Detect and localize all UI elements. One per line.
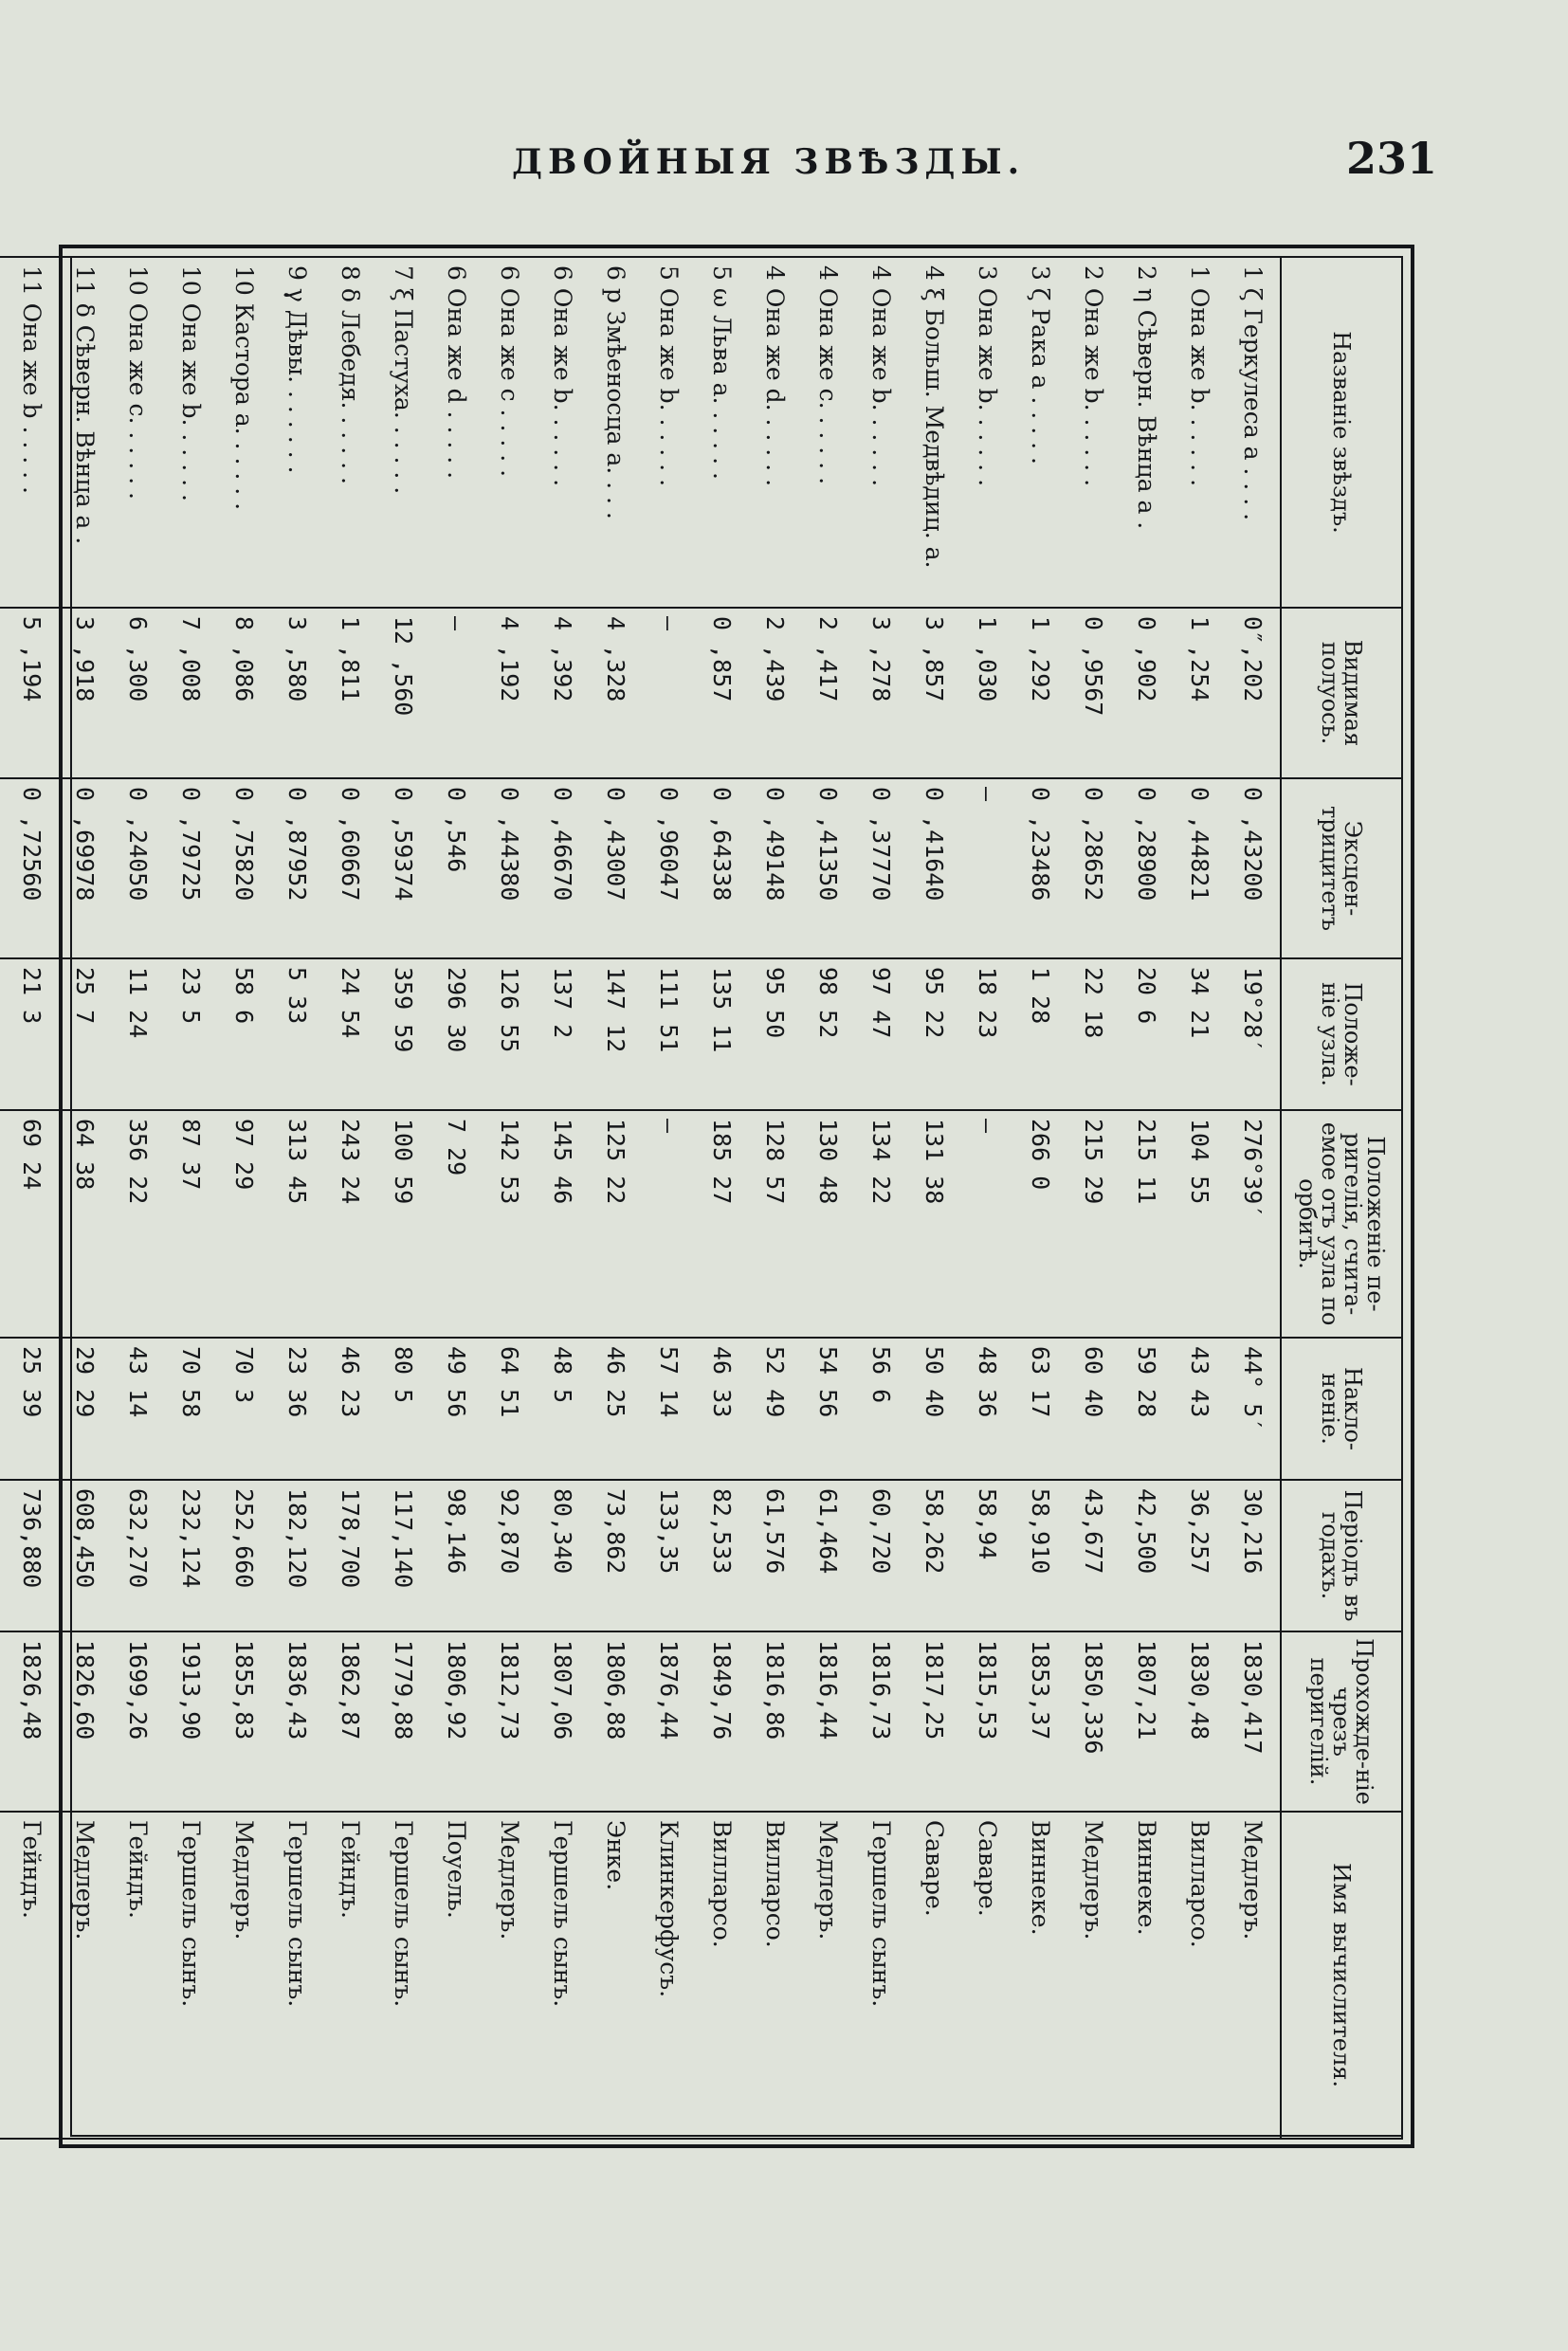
table-cell: 24 54 [324,958,377,1110]
column-header: Положе-ніе узла. [1281,958,1402,1110]
table-cell: 1 ,811 [324,608,377,778]
table-cell: 6 Она же c . . . . . [483,257,537,608]
table-cell: 4 Она же c. . . . . . [802,257,855,608]
table-cell: 736,880 [6,1480,59,1631]
table-cell: 5 Она же b. . . . . . [643,257,696,608]
table-cell: 80 5 [377,1338,430,1480]
table-cell: 131 38 [908,1110,961,1338]
table-cell: 46 25 [590,1338,643,1480]
table-cell: 147 12 [590,958,643,1110]
table-cell: 608,450 [59,1480,112,1631]
table-cell: 0 ,44380 [483,778,537,958]
table-cell: 356 22 [112,1110,165,1338]
table-cell: 44° 5′ [1227,1338,1281,1480]
table-cell: 0 ,37770 [855,778,908,958]
table-cell: 1913,90 [165,1631,218,1812]
table-cell: 63 17 [1014,1338,1067,1480]
table-cell: 4 Она же b. . . . . . [855,257,908,608]
table-row [0,257,6,2139]
table-cell: 0 ,46670 [537,778,590,958]
table-cell: 58,910 [1014,1480,1067,1631]
table-cell: 266 0 [1014,1110,1067,1338]
table-cell: 46 33 [696,1338,749,1480]
table-cell: 87 37 [165,1110,218,1338]
table-row [802,257,855,2139]
table-cell: 111 51 [643,958,696,1110]
page-title: ДВОЙНЫЯ ЗВѢЗДЫ. [512,142,1026,182]
table-cell: Саваре. [908,1812,961,2139]
table-cell: 117,140 [377,1480,430,1631]
table-cell: 4 ,392 [537,608,590,778]
table-cell: 0 ,857 [696,608,749,778]
table-cell: 313 45 [271,1110,324,1338]
table-cell [0,778,6,958]
table-cell: 6 Она же d . . . . . [430,257,483,608]
table-row [855,257,908,2139]
table-cell: 243 24 [324,1110,377,1338]
table-row [1014,257,1067,2139]
table-cell: 1816,73 [855,1631,908,1812]
table-cell: 4 ,328 [590,608,643,778]
table-cell: 134 22 [855,1110,908,1338]
table-cell: 3 ,580 [271,608,324,778]
table-cell: 296 30 [430,958,483,1110]
column-header: Положеніе пе-ригелія, счита-емое отъ узла по орбитѣ. [1281,1110,1402,1338]
table-cell: 0 ,43200 [1227,778,1281,958]
table-cell: 1 28 [1014,958,1067,1110]
table-cell: 0 ,28652 [1067,778,1121,958]
table-cell [0,608,6,778]
table-cell: Медлеръ. [483,1812,537,2139]
table-cell: 145 46 [537,1110,590,1338]
table-cell: 1 ,292 [1014,608,1067,778]
table-cell: 70 58 [165,1338,218,1480]
table-cell: 215 29 [1067,1110,1121,1338]
table-cell: 11 Она же b . . . . . [6,257,59,608]
table-cell [0,1812,6,2139]
table-cell: 3 ,278 [855,608,908,778]
table-cell: 104 55 [1174,1110,1227,1338]
table-cell: 92,870 [483,1480,537,1631]
column-header: Имя вычислителя. [1281,1812,1402,2139]
table-cell: 1853,37 [1014,1631,1067,1812]
table-cell [0,958,6,1110]
table-cell: 1836,43 [271,1631,324,1812]
table-cell: 0 ,60667 [324,778,377,958]
table-row [749,257,802,2139]
table-cell: 25 39 [6,1338,59,1480]
table-cell: 6 Она же b. . . . . . [537,257,590,608]
table-row [1121,257,1174,2139]
table-cell: 25 7 [59,958,112,1110]
table-cell [0,1480,6,1631]
table-row [324,257,377,2139]
table-cell: 23 5 [165,958,218,1110]
table-cell: 1699,26 [112,1631,165,1812]
table-cell: 80,340 [537,1480,590,1631]
table-cell: 10 Она же b. . . . . . [165,257,218,608]
table-cell: 2 ,439 [749,608,802,778]
table-cell: 7 29 [430,1110,483,1338]
table-cell: — [961,1110,1014,1338]
table-cell: 6 ,300 [112,608,165,778]
table-cell: 2 Она же b. . . . . . [1067,257,1121,608]
table-cell: 1817,25 [908,1631,961,1812]
table-cell: 3 ,857 [908,608,961,778]
table-cell: 60,720 [855,1480,908,1631]
page-number: 231 [1346,133,1438,184]
table-cell: 5 33 [271,958,324,1110]
table-row [430,257,483,2139]
table-cell: 10 Кастора a. . . . . . [218,257,271,608]
table-cell: 34 21 [1174,958,1227,1110]
table-cell: 4 ,192 [483,608,537,778]
table-cell: 69 24 [6,1110,59,1338]
table-cell: Медлеръ. [218,1812,271,2139]
table-cell: 0 ,24050 [112,778,165,958]
table-cell: 2 η Сѣверн. Вѣнца a . [1121,257,1174,608]
table-cell: 10 Она же c. . . . . . [112,257,165,608]
table-cell: 252,660 [218,1480,271,1631]
table-cell: 43,677 [1067,1480,1121,1631]
table-cell: 0 ,72560 [6,778,59,958]
table-cell: 70 3 [218,1338,271,1480]
table-cell: Вилларсо. [696,1812,749,2139]
table-cell: 48 36 [961,1338,1014,1480]
table-cell: 126 55 [483,958,537,1110]
table-cell: 82,533 [696,1480,749,1631]
table-cell: 23 36 [271,1338,324,1480]
table-cell: 59 28 [1121,1338,1174,1480]
table-cell: 1830,48 [1174,1631,1227,1812]
table-row [218,257,271,2139]
table-cell: 12 ,560 [377,608,430,778]
table-cell: 125 22 [590,1110,643,1338]
table-cell: 73,862 [590,1480,643,1631]
table-cell: 0 ,43007 [590,778,643,958]
table-cell: 0 ,75820 [218,778,271,958]
table-row [961,257,1014,2139]
table-cell: 0 ,902 [1121,608,1174,778]
table-cell: 1826,48 [6,1631,59,1812]
table-cell: 1806,88 [590,1631,643,1812]
table-cell: 95 50 [749,958,802,1110]
table-cell: 4 Она же d. . . . . . [749,257,802,608]
column-header: Эксцен-трицитетъ [1281,778,1402,958]
table-cell: 0 ,41350 [802,778,855,958]
table-cell: 185 27 [696,1110,749,1338]
table-cell: 97 47 [855,958,908,1110]
table-cell: 6 p Змѣеносца a. . . . [590,257,643,608]
table-cell: Вилларсо. [749,1812,802,2139]
table-cell [0,257,6,608]
table-cell: 1812,73 [483,1631,537,1812]
table-cell: 36,257 [1174,1480,1227,1631]
table-cell: 142 53 [483,1110,537,1338]
table-cell: 29 29 [59,1338,112,1480]
table-cell: Поуель. [430,1812,483,2139]
table-cell: 1807,06 [537,1631,590,1812]
table-cell: 30,216 [1227,1480,1281,1631]
table-cell: 42,500 [1121,1480,1174,1631]
table-cell: 54 56 [802,1338,855,1480]
table-cell: 100 59 [377,1110,430,1338]
table-cell: 50 40 [908,1338,961,1480]
table-cell: 128 57 [749,1110,802,1338]
table-cell: 98,146 [430,1480,483,1631]
table-cell: 1876,44 [643,1631,696,1812]
table-cell: Виннеке. [1121,1812,1174,2139]
table-cell: Гершель сынъ. [855,1812,908,2139]
table-cell: Гершель сынъ. [377,1812,430,2139]
table-row [377,257,430,2139]
table-cell: 20 6 [1121,958,1174,1110]
table-cell: Саваре. [961,1812,1014,2139]
table-cell: 58,94 [961,1480,1014,1631]
table-cell: — [961,778,1014,958]
table-cell: 137 2 [537,958,590,1110]
table-cell [0,1338,6,1480]
table-cell: 1830,417 [1227,1631,1281,1812]
table-cell: Гейндъ. [6,1812,59,2139]
table-cell [0,1110,6,1338]
table-cell: — [643,1110,696,1338]
table-cell: 0 ,546 [430,778,483,958]
table-cell: 8 δ Лебедя. . . . . . [324,257,377,608]
table-cell: Гершель сынъ. [165,1812,218,2139]
table-header-row [1281,257,1402,2139]
table-cell: 0 ,96047 [643,778,696,958]
table-cell: 215 11 [1121,1110,1174,1338]
table-cell: 359 59 [377,958,430,1110]
table-cell: 43 14 [112,1338,165,1480]
table-cell: — [643,608,696,778]
table-cell: Вилларсо. [1174,1812,1227,2139]
table-cell: 58 6 [218,958,271,1110]
table-row [590,257,643,2139]
table-cell: 4 ξ Больш. Медвѣдиц. a. [908,257,961,608]
table-cell: 58,262 [908,1480,961,1631]
table-cell: 11 24 [112,958,165,1110]
table-cell: 3 ,918 [59,608,112,778]
table-row [271,257,324,2139]
table-cell: 0 ,49148 [749,778,802,958]
table-row [1227,257,1281,2139]
table-cell: 3 ζ Рака a . . . . . [1014,257,1067,608]
table-cell: 1 Она же b. . . . . . [1174,257,1227,608]
table-cell: Медлеръ. [1067,1812,1121,2139]
table-cell: Медлеръ. [802,1812,855,2139]
column-header: Накло-неніе. [1281,1338,1402,1480]
table-cell: 0 ,87952 [271,778,324,958]
page-header [0,133,1568,190]
table-cell: 1816,86 [749,1631,802,1812]
table-row [6,257,59,2139]
table-cell: 18 23 [961,958,1014,1110]
table-cell: Медлеръ. [59,1812,112,2139]
table-cell: Гейндъ. [324,1812,377,2139]
table-cell: 276°39′ [1227,1110,1281,1338]
table-cell: 1 ,254 [1174,608,1227,778]
table-row [696,257,749,2139]
table-cell: 1779,88 [377,1631,430,1812]
table-row [1067,257,1121,2139]
table-cell: 1 ,030 [961,608,1014,778]
table-cell: 22 18 [1067,958,1121,1110]
table-row [908,257,961,2139]
column-header: Видимая полуось. [1281,608,1402,778]
table-cell: 1855,83 [218,1631,271,1812]
table-cell: 7 ,008 [165,608,218,778]
table-cell: Виннеке. [1014,1812,1067,2139]
table-cell: 48 5 [537,1338,590,1480]
table-cell: 130 48 [802,1110,855,1338]
table-cell: 64 38 [59,1110,112,1338]
table-cell: Гейндъ. [112,1812,165,2139]
table-cell: 97 29 [218,1110,271,1338]
table-cell: 46 23 [324,1338,377,1480]
table-cell: 1806,92 [430,1631,483,1812]
table-cell: 0 ,59374 [377,778,430,958]
table-cell: 0 ,79725 [165,778,218,958]
table-cell: 56 6 [855,1338,908,1480]
table-row [537,257,590,2139]
table-cell: — [430,608,483,778]
table-cell: 0 ,41640 [908,778,961,958]
table-cell: 43 43 [1174,1338,1227,1480]
table-body [0,257,1281,2139]
table-cell: 3 Она же b. . . . . . [961,257,1014,608]
table-cell: 7 ξ Пастуха. . . . . . [377,257,430,608]
table-cell: 1826,60 [59,1631,112,1812]
table-row [643,257,696,2139]
table-cell: Медлеръ. [1227,1812,1281,2139]
table-cell: Энке. [590,1812,643,2139]
orbits-table [0,256,1403,2140]
table-cell: Гершель сынъ. [271,1812,324,2139]
table-cell: Гершель сынъ. [537,1812,590,2139]
table-cell: 133,35 [643,1480,696,1631]
table-cell: 1 ζ Геркулеса a . . . . [1227,257,1281,608]
table-cell: 8 ,086 [218,608,271,778]
table-cell [0,1631,6,1812]
table-cell: 95 22 [908,958,961,1110]
table-row [483,257,537,2139]
table-cell: 178,700 [324,1480,377,1631]
table-row [112,257,165,2139]
table-cell: 1862,87 [324,1631,377,1812]
table-cell: 64 51 [483,1338,537,1480]
table-cell: 19°28′ [1227,958,1281,1110]
table-cell: 57 14 [643,1338,696,1480]
table-cell: 0″,202 [1227,608,1281,778]
table-row [165,257,218,2139]
table-cell: 9 γ Дѣвы. . . . . . . [271,257,324,608]
table-cell: 49 56 [430,1338,483,1480]
table-cell: 232,124 [165,1480,218,1631]
table-cell: 60 40 [1067,1338,1121,1480]
table-cell: 61,576 [749,1480,802,1631]
table-cell: 21 3 [6,958,59,1110]
table-cell: 182,120 [271,1480,324,1631]
table-cell: 2 ,417 [802,608,855,778]
table-cell: 0 ,69978 [59,778,112,958]
table-row [59,257,112,2139]
table-cell: 1816,44 [802,1631,855,1812]
table-cell: 5 ω Льва a. . . . . . [696,257,749,608]
table-cell: 1807,21 [1121,1631,1174,1812]
table-row [1174,257,1227,2139]
table-cell: 11 δ Сѣверн. Вѣнца a . [59,257,112,608]
table-cell: 1850,336 [1067,1631,1121,1812]
table-cell: 1815,53 [961,1631,1014,1812]
table-cell: 135 11 [696,958,749,1110]
table-cell: 0 ,28900 [1121,778,1174,958]
rotated-table-container [18,256,1403,2138]
table-cell: 98 52 [802,958,855,1110]
table-cell: 0 ,44821 [1174,778,1227,958]
table-cell: 0 ,9567 [1067,608,1121,778]
table-cell: 52 49 [749,1338,802,1480]
table-cell: 1849,76 [696,1631,749,1812]
table-cell: 632,270 [112,1480,165,1631]
table-cell: 0 ,23486 [1014,778,1067,958]
table-cell: 0 ,64338 [696,778,749,958]
column-header: Названіе звѣздъ. [1281,257,1402,608]
column-header: Прохожде-ніе чрезъ перигелій. [1281,1631,1402,1812]
column-header: Періодъ въ годахъ. [1281,1480,1402,1631]
table-cell: Клинкерфусъ. [643,1812,696,2139]
table-cell: 61,464 [802,1480,855,1631]
table-cell: 5 ,194 [6,608,59,778]
